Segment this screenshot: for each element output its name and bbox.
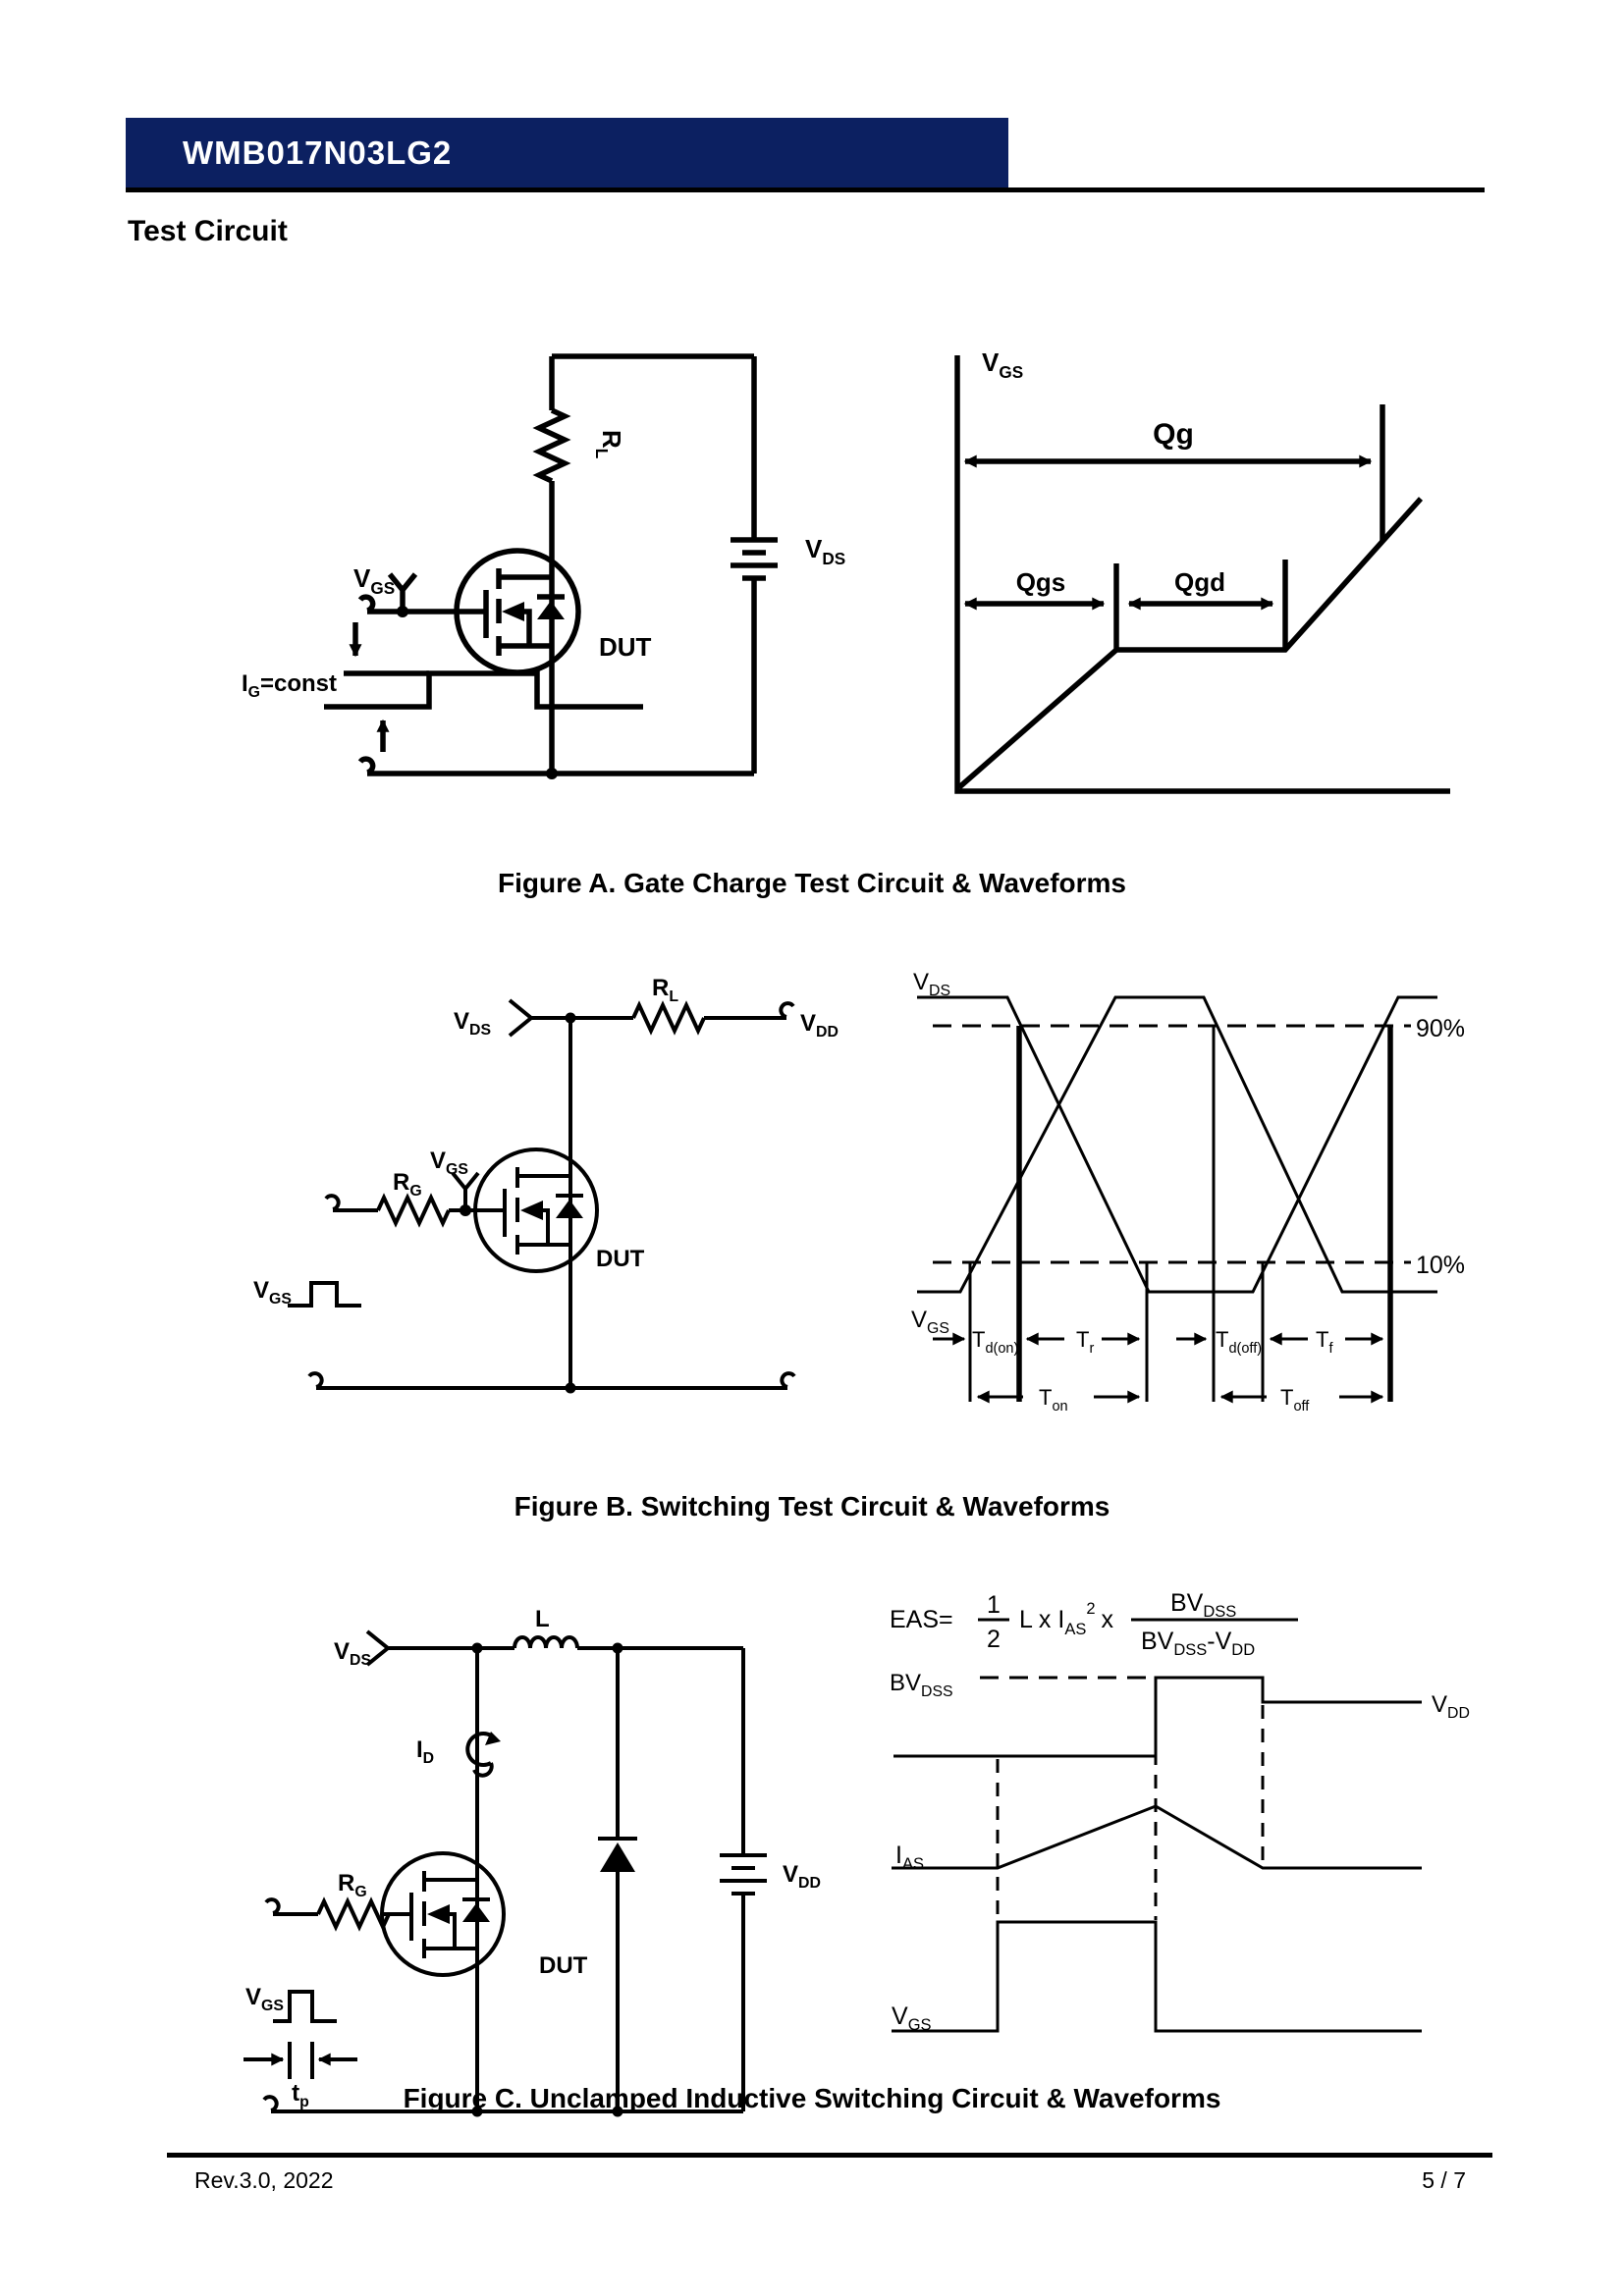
vgs-trace: [917, 997, 1437, 1292]
td-off-label: $T_{d(off)}$: [1216, 1327, 1263, 1357]
gate-charge-test-circuit: [242, 356, 845, 779]
footer-rule: [167, 2153, 1492, 2158]
vds-label: $V_{DS}$: [454, 1008, 492, 1039]
eas-term: L x $I_{AS}^2$ x: [1019, 1600, 1114, 1638]
junction-dot: [546, 768, 558, 779]
switching-waveform: [911, 969, 1465, 1415]
vgs-trace: [892, 1922, 1422, 2031]
rg-label: $R_G$: [393, 1169, 422, 1200]
figure-c-diagram: [0, 1571, 1624, 2130]
junction-dot: [566, 1383, 576, 1394]
footer-revision: Rev.3.0, 2022: [194, 2167, 334, 2193]
dut-label: DUT: [596, 1246, 645, 1272]
rl-label: $R_L$: [652, 975, 679, 1005]
qgs-label: Qgs: [1015, 567, 1066, 597]
vdd-label: $V_{DD}$: [783, 1861, 821, 1892]
vgs-drive-label: $V_{GS}$: [253, 1277, 292, 1308]
terminal-curl: [266, 1899, 279, 1913]
frac2-den: $BV_{DSS}-V_{DD}$: [1141, 1628, 1256, 1659]
header-rule: [126, 187, 1485, 192]
rl-label: $R_L$: [592, 430, 626, 459]
vds-label: $V_{DS}$: [805, 534, 846, 568]
footer-page-number: 5 / 7: [1422, 2167, 1466, 2193]
ig-pulse: [324, 673, 643, 707]
vgs-axis-label: $V_{GS}$: [892, 2002, 932, 2034]
vgs-label: $V_{GS}$: [353, 563, 396, 598]
eas-formula-lhs: EAS=: [890, 1606, 953, 1633]
rg-label: $R_G$: [338, 1870, 367, 1900]
vdd-level-label: $V_{DD}$: [1432, 1691, 1470, 1722]
battery-symbol: [731, 540, 778, 578]
vds-axis-label: $V_{DS}$: [913, 969, 951, 999]
uis-waveform: [890, 1589, 1470, 2034]
header-banner: [126, 118, 1008, 187]
vds-label: $V_{DS}$: [334, 1638, 372, 1669]
switching-test-circuit: [253, 975, 839, 1394]
terminal-curl: [781, 1003, 793, 1017]
figure-b-diagram: [0, 942, 1624, 1443]
terminal-curl: [360, 759, 373, 773]
dut-label: DUT: [539, 1952, 588, 1979]
diode-symbol: [598, 1839, 637, 1872]
vgs-axis-label: $V_{GS}$: [911, 1307, 949, 1337]
inductor-label: L: [535, 1606, 550, 1632]
resistor-rl-symbol: [633, 1005, 704, 1031]
qgd-label: Qgd: [1174, 567, 1225, 597]
dut-label: DUT: [599, 632, 652, 662]
dut-mosfet-symbol: [475, 1149, 597, 1271]
ias-label: $I_{AS}$: [895, 1842, 924, 1873]
unclamped-inductive-circuit: [244, 1606, 821, 2117]
current-probe-icon: [467, 1732, 501, 1776]
terminal-curl: [782, 1373, 794, 1387]
vgs-trace: [959, 499, 1421, 787]
figure-a-caption: Figure A. Gate Charge Test Circuit & Waveforms: [498, 868, 1126, 898]
figure-b-caption: Figure B. Switching Test Circuit & Waveforms: [514, 1491, 1110, 1522]
inductor-symbol: [514, 1637, 577, 1648]
page-title: Test Circuit: [128, 215, 288, 247]
resistor-rg-symbol: [318, 1901, 389, 1927]
vgs-gate-label: $V_{GS}$: [430, 1148, 468, 1178]
terminal-curl: [326, 1196, 339, 1209]
vds-trace: [917, 997, 1437, 1292]
terminal-curl: [360, 597, 373, 611]
toff-label: $T_{off}$: [1280, 1385, 1310, 1415]
vdd-label: $V_{DD}$: [800, 1010, 839, 1041]
id-label: $I_D$: [416, 1736, 435, 1767]
dut-mosfet-symbol: [457, 551, 578, 672]
ton-label: $T_{on}$: [1039, 1385, 1068, 1415]
resistor-rl-symbol: [539, 410, 565, 481]
vgs-drive-label: $V_{GS}$: [245, 1984, 284, 2014]
bvdss-label: $BV_{DSS}$: [890, 1670, 953, 1700]
tf-label: $T_f$: [1316, 1327, 1333, 1357]
pct10-label: 10%: [1416, 1252, 1466, 1279]
figure-c-caption: Figure C. Unclamped Inductive Switching Circuit & Waveforms: [403, 2083, 1221, 2113]
terminal-curl: [309, 1373, 322, 1387]
qg-label: Qg: [1153, 418, 1194, 451]
figure-a-diagram: [0, 324, 1624, 834]
vds-trace: [893, 1678, 1422, 1756]
frac2-num: $BV_{DSS}$: [1170, 1589, 1237, 1621]
vgs-axis-label: $V_{GS}$: [982, 347, 1024, 382]
part-number: WMB017N03LG2: [183, 133, 453, 171]
vds-chevron: [510, 1000, 531, 1036]
vgs-pulse: [288, 1283, 361, 1306]
td-on-label: $T_{d(on)}$: [972, 1327, 1019, 1357]
tr-label: $T_r$: [1076, 1327, 1095, 1357]
frac1-num: 1: [987, 1591, 1001, 1619]
dut-mosfet-symbol: [382, 1853, 504, 1975]
ig-const-label: $I_G=const$: [242, 670, 338, 701]
tp-label: $t_p$: [292, 2080, 309, 2110]
gate-charge-waveform: [957, 347, 1450, 791]
pct90-label: 90%: [1416, 1015, 1466, 1042]
battery-symbol: [720, 1855, 767, 1894]
resistor-rg-symbol: [378, 1198, 449, 1223]
frac1-den: 2: [987, 1626, 1001, 1653]
